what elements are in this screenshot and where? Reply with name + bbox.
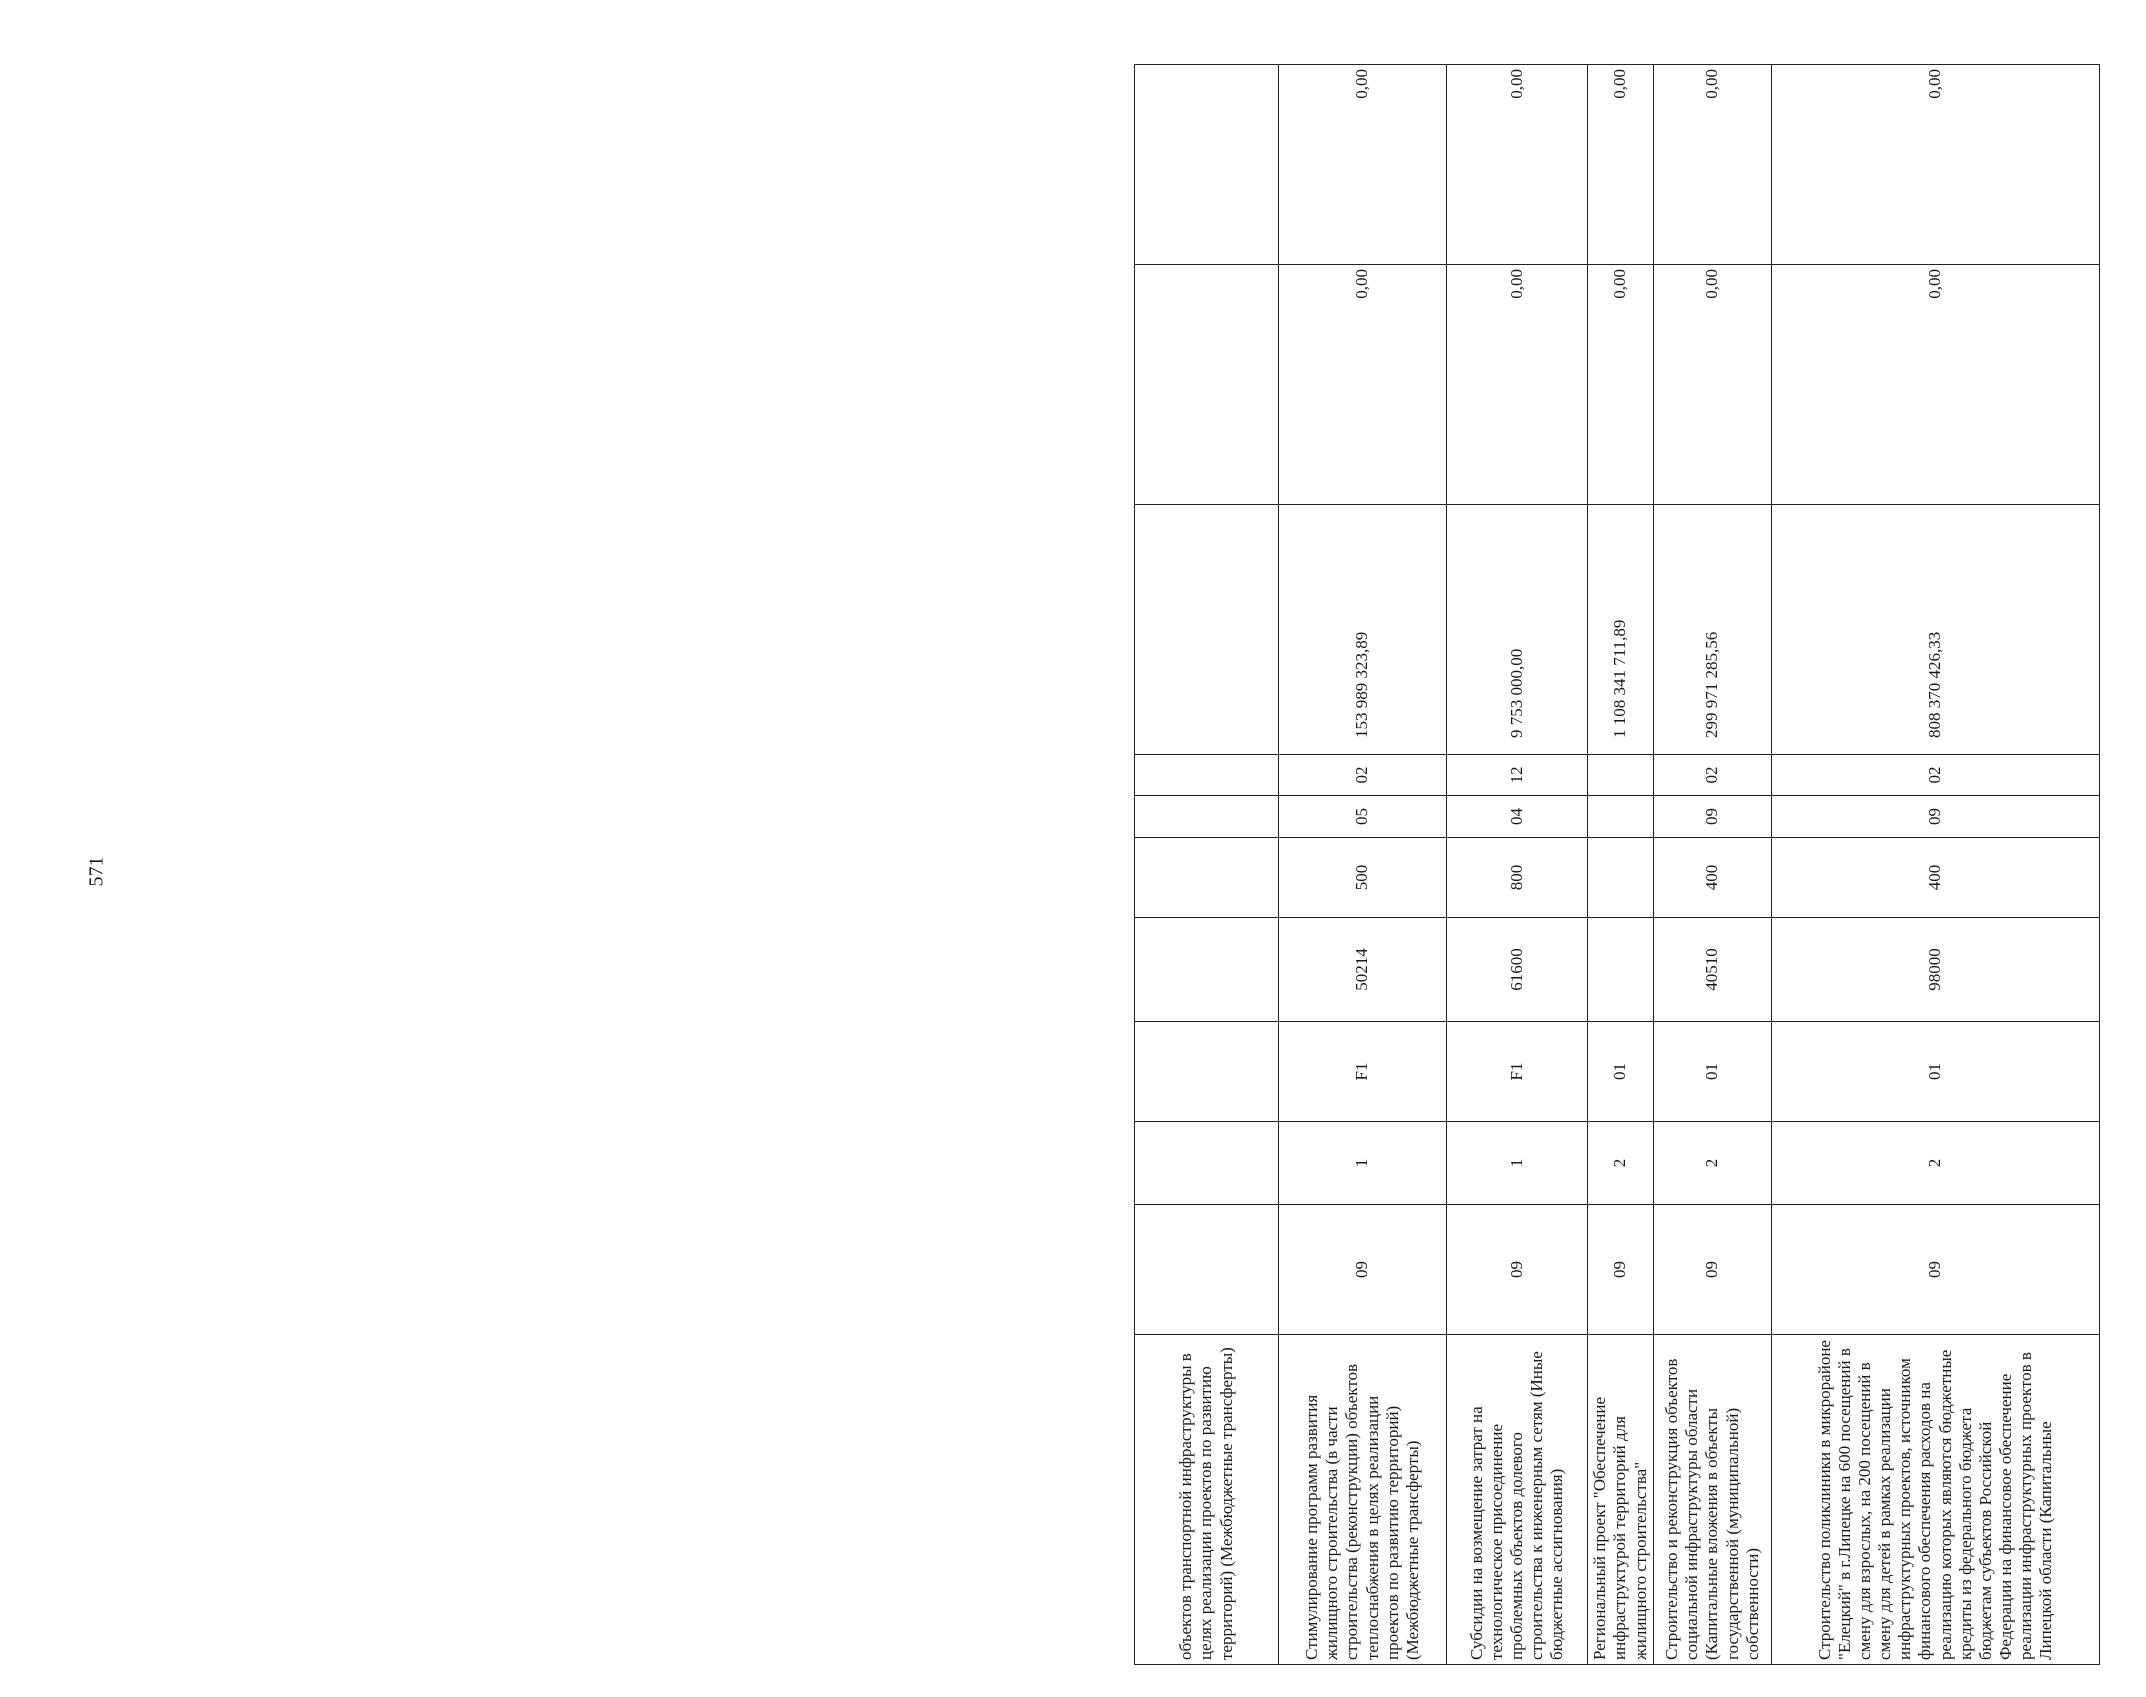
cell-section: 09 — [1654, 796, 1772, 838]
cell-subprogram: 2 — [1588, 1122, 1654, 1205]
cell-expense-type — [1588, 838, 1654, 918]
cell-sum-year3: 0,00 — [1588, 65, 1654, 265]
budget-table — [1134, 64, 2100, 1665]
cell-expense-type: 400 — [1654, 838, 1772, 918]
cell-main-event: 01 — [1654, 1022, 1772, 1122]
cell-sum-year2: 0,00 — [1447, 265, 1588, 505]
cell-section — [1588, 796, 1654, 838]
cell-subprogram: 1 — [1279, 1122, 1447, 1205]
cell-main-event: F1 — [1279, 1022, 1447, 1122]
cell-sum-year3: 0,00 — [1772, 65, 2100, 265]
rotated-table-wrapper — [1134, 65, 2146, 1665]
cell-sum-year3: 0,00 — [1447, 65, 1588, 265]
cell-sum-year2 — [1135, 265, 1279, 505]
cell-direction: 40510 — [1654, 918, 1772, 1022]
table-row — [1279, 65, 1447, 1665]
cell-name: Строительство и реконструкция объектов социальной инфраструктуры области (Капитальные вложения в объекты государственной (муниципальной) собственности) — [1654, 1335, 1772, 1665]
cell-expense-type: 400 — [1772, 838, 2100, 918]
cell-section: 09 — [1772, 796, 2100, 838]
cell-name: Стимулирование программ развития жилищного строительства (в части строительства (реконструкции) объектов теплоснабжения в целях реализации проектов по развитию территорий) (Межбюджетные трансферты) — [1279, 1335, 1447, 1665]
table-row — [1772, 65, 2100, 1665]
cell-program: 09 — [1447, 1205, 1588, 1335]
cell-subprogram: 2 — [1772, 1122, 2100, 1205]
cell-program: 09 — [1772, 1205, 2100, 1335]
cell-sum-year2: 0,00 — [1588, 265, 1654, 505]
cell-main-event: 01 — [1588, 1022, 1654, 1122]
cell-name: объектов транспортной инфраструктуры в целях реализации проектов по развитию территорий) (Межбюджетные трансферты) — [1135, 1335, 1279, 1665]
cell-expense-type: 800 — [1447, 838, 1588, 918]
cell-direction: 61600 — [1447, 918, 1588, 1022]
cell-subsection: 12 — [1447, 755, 1588, 796]
cell-main-event: F1 — [1447, 1022, 1588, 1122]
cell-sum-year2: 0,00 — [1654, 265, 1772, 505]
cell-sum-year1 — [1135, 505, 1279, 755]
cell-direction — [1588, 918, 1654, 1022]
cell-name: Строительство поликлиники в микрорайоне "Елецкий" в г.Липецке на 600 посещений в смену для взрослых, на 200 посещений в смену для детей в рамках реализации инфраструктурных проектов, источником финансового обеспечения расходов на реализацию которых являются бюджетные кредиты из федерального бюджета бюджетам субъектов Российской Федерации на финансовое обеспечение реализации инфраструктурных проектов в Липецкой области (Капитальные — [1772, 1335, 2100, 1665]
table-row — [1135, 65, 1279, 1665]
cell-subprogram: 1 — [1447, 1122, 1588, 1205]
cell-section: 04 — [1447, 796, 1588, 838]
cell-program: 09 — [1588, 1205, 1654, 1335]
cell-subprogram — [1135, 1122, 1279, 1205]
table-body — [1135, 65, 2100, 1665]
cell-program: 09 — [1654, 1205, 1772, 1335]
cell-subsection — [1588, 755, 1654, 796]
cell-sum-year3: 0,00 — [1279, 65, 1447, 265]
table-row — [1588, 65, 1654, 1665]
cell-subprogram: 2 — [1654, 1122, 1772, 1205]
cell-expense-type — [1135, 838, 1279, 918]
cell-subsection: 02 — [1772, 755, 2100, 796]
cell-subsection — [1135, 755, 1279, 796]
cell-subsection: 02 — [1654, 755, 1772, 796]
cell-sum-year1: 299 971 285,56 — [1654, 505, 1772, 755]
page-number: 571 — [85, 856, 108, 887]
cell-direction — [1135, 918, 1279, 1022]
cell-sum-year1: 9 753 000,00 — [1447, 505, 1588, 755]
cell-sum-year2: 0,00 — [1772, 265, 2100, 505]
cell-name: Субсидии на возмещение затрат на технологическое присоединение проблемных объектов долевого строительства к инженерным сетям (Иные бюджетные ассигнования) — [1447, 1335, 1588, 1665]
cell-name: Региональный проект "Обеспечение инфраструктурой территорий для жилищного строительства" — [1588, 1335, 1654, 1665]
cell-sum-year3: 0,00 — [1654, 65, 1772, 265]
cell-sum-year1: 1 108 341 711,89 — [1588, 505, 1654, 755]
cell-expense-type: 500 — [1279, 838, 1447, 918]
cell-section: 05 — [1279, 796, 1447, 838]
cell-section — [1135, 796, 1279, 838]
cell-program — [1135, 1205, 1279, 1335]
cell-subsection: 02 — [1279, 755, 1447, 796]
cell-main-event — [1135, 1022, 1279, 1122]
table-row — [1654, 65, 1772, 1665]
cell-direction: 50214 — [1279, 918, 1447, 1022]
cell-sum-year2: 0,00 — [1279, 265, 1447, 505]
cell-main-event: 01 — [1772, 1022, 2100, 1122]
table-row — [1447, 65, 1588, 1665]
cell-sum-year1: 808 370 426,33 — [1772, 505, 2100, 755]
cell-sum-year3 — [1135, 65, 1279, 265]
cell-program: 09 — [1279, 1205, 1447, 1335]
cell-sum-year1: 153 989 323,89 — [1279, 505, 1447, 755]
cell-direction: 98000 — [1772, 918, 2100, 1022]
